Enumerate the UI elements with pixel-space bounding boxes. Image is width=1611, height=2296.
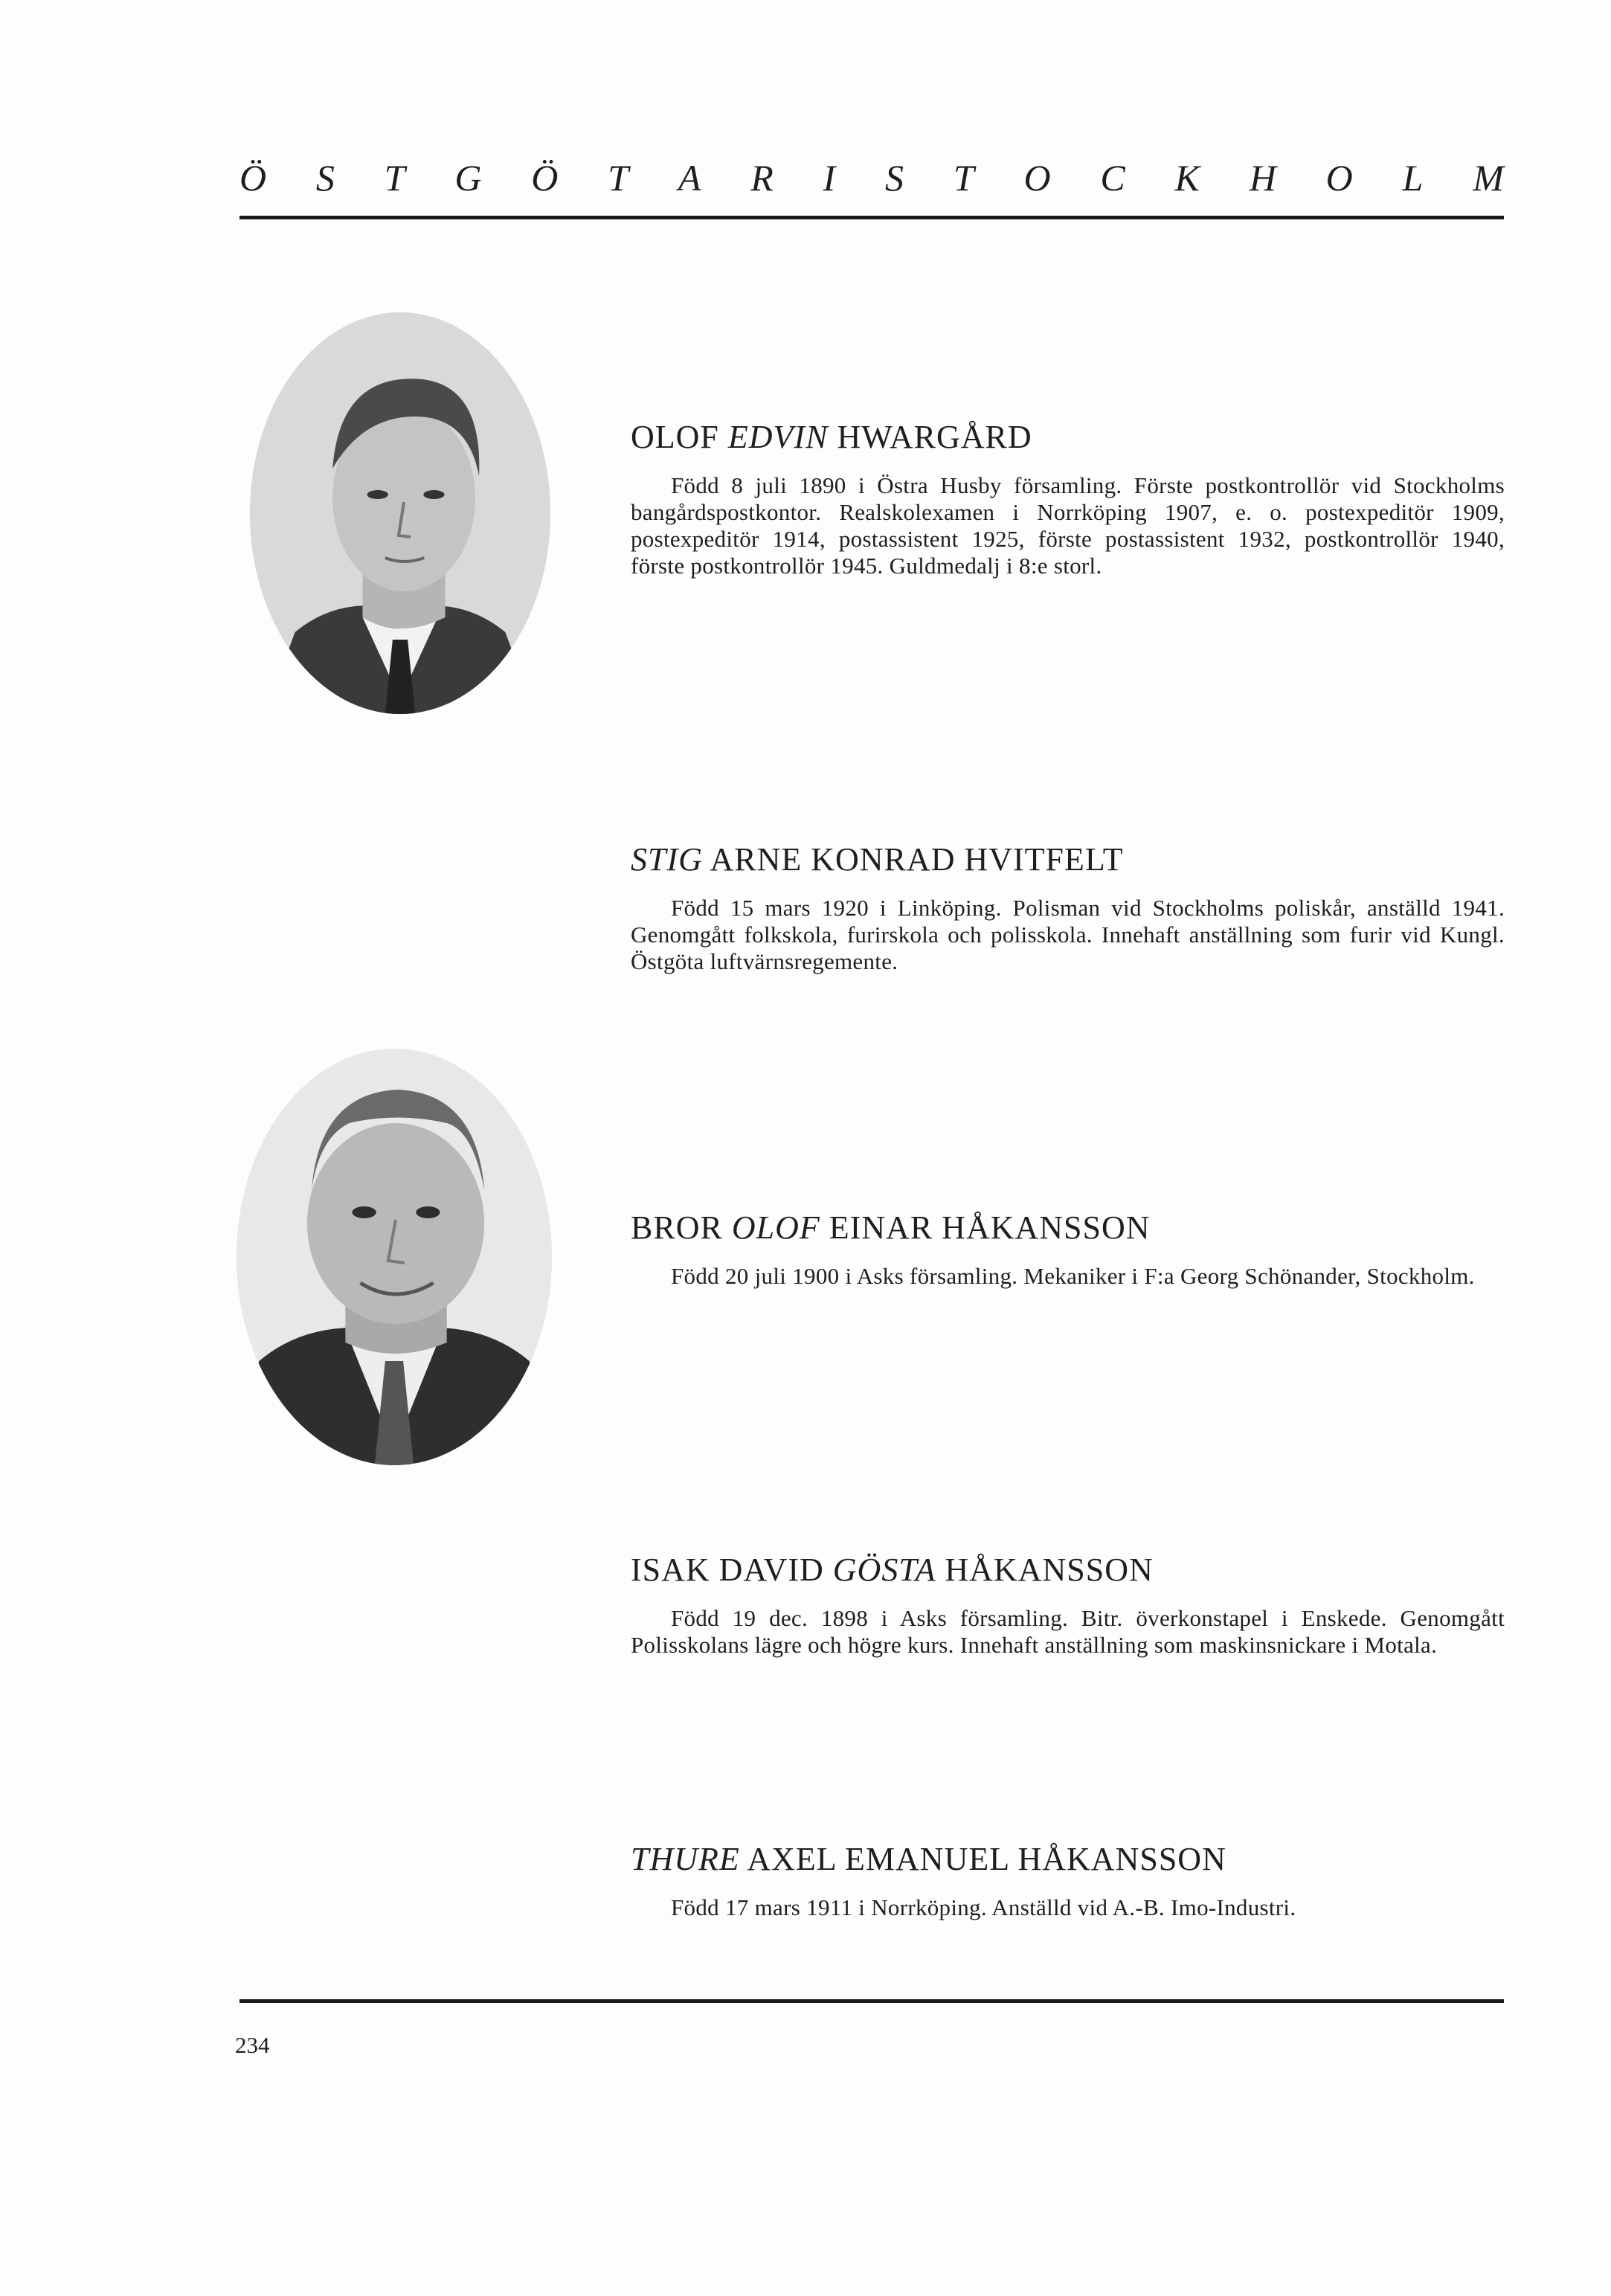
entry-name bbox=[631, 840, 1505, 878]
entry-name bbox=[631, 1551, 1505, 1589]
entry-name-part: BROR bbox=[631, 1209, 732, 1246]
running-head-letter: C bbox=[1100, 157, 1125, 199]
running-head-letter: R bbox=[750, 157, 774, 199]
running-head-letter: S bbox=[315, 157, 335, 199]
running-head-letter: Ö bbox=[531, 157, 559, 199]
running-head-letter: G bbox=[454, 157, 482, 199]
entry-name-part: OLOF bbox=[631, 419, 728, 455]
entry-name bbox=[631, 1209, 1505, 1247]
biography-entry bbox=[631, 418, 1505, 579]
entry-name bbox=[631, 418, 1505, 456]
entry-name-part: ISAK DAVID bbox=[631, 1551, 833, 1588]
portrait-photo-hwargard bbox=[250, 312, 550, 714]
entry-name-given: THURE bbox=[631, 1841, 740, 1877]
entry-text: Född 17 mars 1911 i Norrköping. Anställd vid A.-B. Imo-Industri. bbox=[671, 1894, 1296, 1920]
running-head-letter: S bbox=[885, 157, 904, 199]
biography-entry bbox=[631, 1551, 1505, 1659]
running-head-letter: K bbox=[1174, 157, 1200, 199]
entry-name bbox=[631, 1840, 1505, 1878]
running-head bbox=[239, 156, 1504, 199]
entry-name-part: AXEL EMANUEL HÅKANSSON bbox=[739, 1841, 1226, 1877]
biography-entry bbox=[631, 1209, 1505, 1290]
entry-text: Född 19 dec. 1898 i Asks församling. Bitr. överkonstapel i Enskede. Genomgått Polisskolans lägre och högre kurs. Innehaft anställning som maskinsnickare i Motala. bbox=[631, 1605, 1505, 1658]
running-head-letter: I bbox=[823, 157, 836, 199]
running-head-letter: O bbox=[1023, 157, 1051, 199]
entry-name-given: EDVIN bbox=[727, 419, 829, 455]
biography-entry bbox=[631, 1840, 1505, 1921]
header-rule bbox=[239, 216, 1504, 219]
running-head-letter: L bbox=[1402, 157, 1424, 199]
entry-name-part: EINAR HÅKANSSON bbox=[820, 1209, 1151, 1246]
running-head-letter: M bbox=[1473, 157, 1504, 199]
biography-entry bbox=[631, 840, 1505, 975]
running-head-letter: O bbox=[1325, 157, 1353, 199]
footer-rule bbox=[239, 1999, 1504, 2003]
running-head-letter: T bbox=[953, 157, 974, 199]
running-head-letter: T bbox=[608, 157, 629, 199]
entry-name-part: ARNE KONRAD HVITFELT bbox=[702, 841, 1124, 878]
entry-name-part: HWARGÅRD bbox=[828, 419, 1032, 455]
portrait-photo-hakansson bbox=[237, 1049, 552, 1465]
entry-name-part: HÅKANSSON bbox=[936, 1551, 1154, 1588]
running-head-letter: T bbox=[384, 157, 405, 199]
entry-name-given: OLOF bbox=[731, 1209, 820, 1246]
page-number: 234 bbox=[235, 2032, 270, 2058]
entry-name-given: GÖSTA bbox=[832, 1551, 936, 1588]
entry-text: Född 20 juli 1900 i Asks församling. Mekaniker i F:a Georg Schönander, Stockholm. bbox=[671, 1263, 1475, 1289]
running-head-letter: A bbox=[678, 157, 701, 199]
entry-text: Född 8 juli 1890 i Östra Husby församling. Förste postkontrollör vid Stockholms bangårdspostkontor. Realskolexamen i Norrköping 1907, e. o. postexpeditör 1909, postexpeditör 1914, postassistent 1925, förste postassistent 1932, postkontrollör 1940, förste postkontrollör 1945. Guldmedalj i 8:e storl. bbox=[631, 472, 1505, 579]
running-head-letter: H bbox=[1249, 157, 1276, 199]
entry-text: Född 15 mars 1920 i Linköping. Polisman vid Stockholms poliskår, anställd 1941. Genomgått folkskola, furirskola och polisskola. Innehaft anställning som furir vid Kungl. Östgöta luftvärnsregemente. bbox=[631, 895, 1505, 974]
entry-name-given: STIG bbox=[631, 841, 703, 878]
running-head-letter: Ö bbox=[239, 157, 267, 199]
